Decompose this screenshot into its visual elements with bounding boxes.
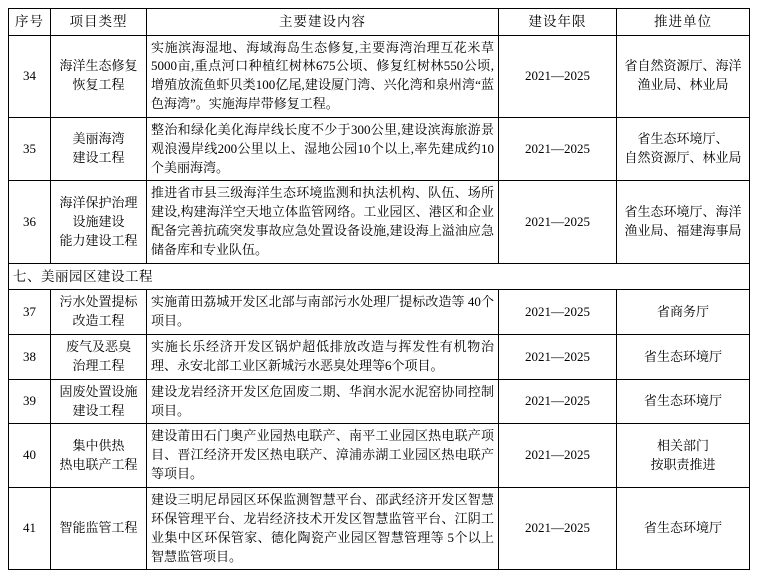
row-duration: 2021—2025	[499, 335, 617, 380]
table-row	[9, 488, 750, 570]
table-header-row	[9, 9, 750, 36]
row-duration: 2021—2025	[499, 379, 617, 424]
row-unit: 省自然资源厅、海洋 渔业局、林业局	[617, 35, 750, 117]
row-duration: 2021—2025	[499, 424, 617, 488]
row-project-type: 美丽海湾 建设工程	[51, 117, 147, 181]
row-project-type: 海洋保护治理设施建设 能力建设工程	[51, 181, 147, 263]
row-index: 41	[9, 488, 51, 570]
row-unit: 省生态环境厅	[617, 335, 750, 380]
table-row	[9, 379, 750, 424]
row-index: 35	[9, 117, 51, 181]
row-project-type: 智能监管工程	[51, 488, 147, 570]
row-index: 40	[9, 424, 51, 488]
row-project-type: 污水处置提标 改造工程	[51, 290, 147, 335]
project-table	[8, 8, 750, 570]
row-duration: 2021—2025	[499, 488, 617, 570]
row-main-content: 推进省市县三级海洋生态环境监测和执法机构、队伍、场所建设,构建海洋空天地立体监管网络。工业园区、港区和企业配备完善抗疏突发事故应急处置设备设施,建设海上溢油应急储备库和专业队伍。	[147, 181, 499, 263]
table-row	[9, 335, 750, 380]
row-index: 39	[9, 379, 51, 424]
row-main-content: 实施长乐经济开发区锅炉超低排放改造与挥发性有机物治理、永安北部工业区新城污水恶臭处理等6个项目。	[147, 335, 499, 380]
table-body	[9, 35, 750, 570]
row-main-content: 实施滨海湿地、海域海岛生态修复,主要海湾治理互花米草5000亩,重点河口种植红树林675公顷、修复红树林550公顷,增殖放流鱼虾贝类100亿尾,建设厦门湾、兴化湾和泉州湾“蓝色海湾”。实施海岸带修复工程。	[147, 35, 499, 117]
row-duration: 2021—2025	[499, 290, 617, 335]
row-main-content: 建设莆田石门奥产业园热电联产、南平工业园区热电联产项目、晋江经济开发区热电联产、漳浦赤湖工业园区热电联产等项目。	[147, 424, 499, 488]
row-main-content: 整治和绿化美化海岸线长度不少于300公里,建设滨海旅游景观浪漫岸线200公里以上、湿地公园10个以上,率先建成约10个美丽海湾。	[147, 117, 499, 181]
column-header-duration: 建设年限	[499, 9, 617, 36]
row-unit: 省生态环境厅、 自然资源厅、林业局	[617, 117, 750, 181]
row-main-content: 实施莆田荔城开发区北部与南部污水处理厂提标改造等 40个项目。	[147, 290, 499, 335]
row-unit: 相关部门 按职责推进	[617, 424, 750, 488]
row-index: 34	[9, 35, 51, 117]
section-header-row	[9, 263, 750, 290]
row-duration: 2021—2025	[499, 35, 617, 117]
row-main-content: 建设三明尼昂园区环保监测智慧平台、邵武经济开发区智慧环保管理平台、龙岩经济技术开发区智慧监管平台、江阴工业集中区环保管家、德化陶瓷产业园区智慧管理等 5个以上智慧监管项目。	[147, 488, 499, 570]
row-duration: 2021—2025	[499, 181, 617, 263]
table-header	[9, 9, 750, 36]
row-unit: 省生态环境厅、海洋 渔业局、福建海事局	[617, 181, 750, 263]
table-row	[9, 424, 750, 488]
row-unit: 省生态环境厅	[617, 379, 750, 424]
row-index: 37	[9, 290, 51, 335]
row-project-type: 废气及恶臭 治理工程	[51, 335, 147, 380]
row-duration: 2021—2025	[499, 117, 617, 181]
row-main-content: 建设龙岩经济开发区危固废二期、华润水泥水泥窑协同控制项目。	[147, 379, 499, 424]
row-project-type: 固废处置设施 建设工程	[51, 379, 147, 424]
row-project-type: 集中供热 热电联产工程	[51, 424, 147, 488]
table-row	[9, 290, 750, 335]
row-unit: 省生态环境厅	[617, 488, 750, 570]
section-title: 七、美丽园区建设工程	[9, 263, 750, 290]
row-project-type: 海洋生态修复 恢复工程	[51, 35, 147, 117]
table-row	[9, 35, 750, 117]
column-header-main-content: 主要建设内容	[147, 9, 499, 36]
table-row	[9, 181, 750, 263]
row-unit: 省商务厅	[617, 290, 750, 335]
row-index: 38	[9, 335, 51, 380]
table-row	[9, 117, 750, 181]
column-header-index: 序号	[9, 9, 51, 36]
row-index: 36	[9, 181, 51, 263]
column-header-unit: 推进单位	[617, 9, 750, 36]
column-header-project-type: 项目类型	[51, 9, 147, 36]
